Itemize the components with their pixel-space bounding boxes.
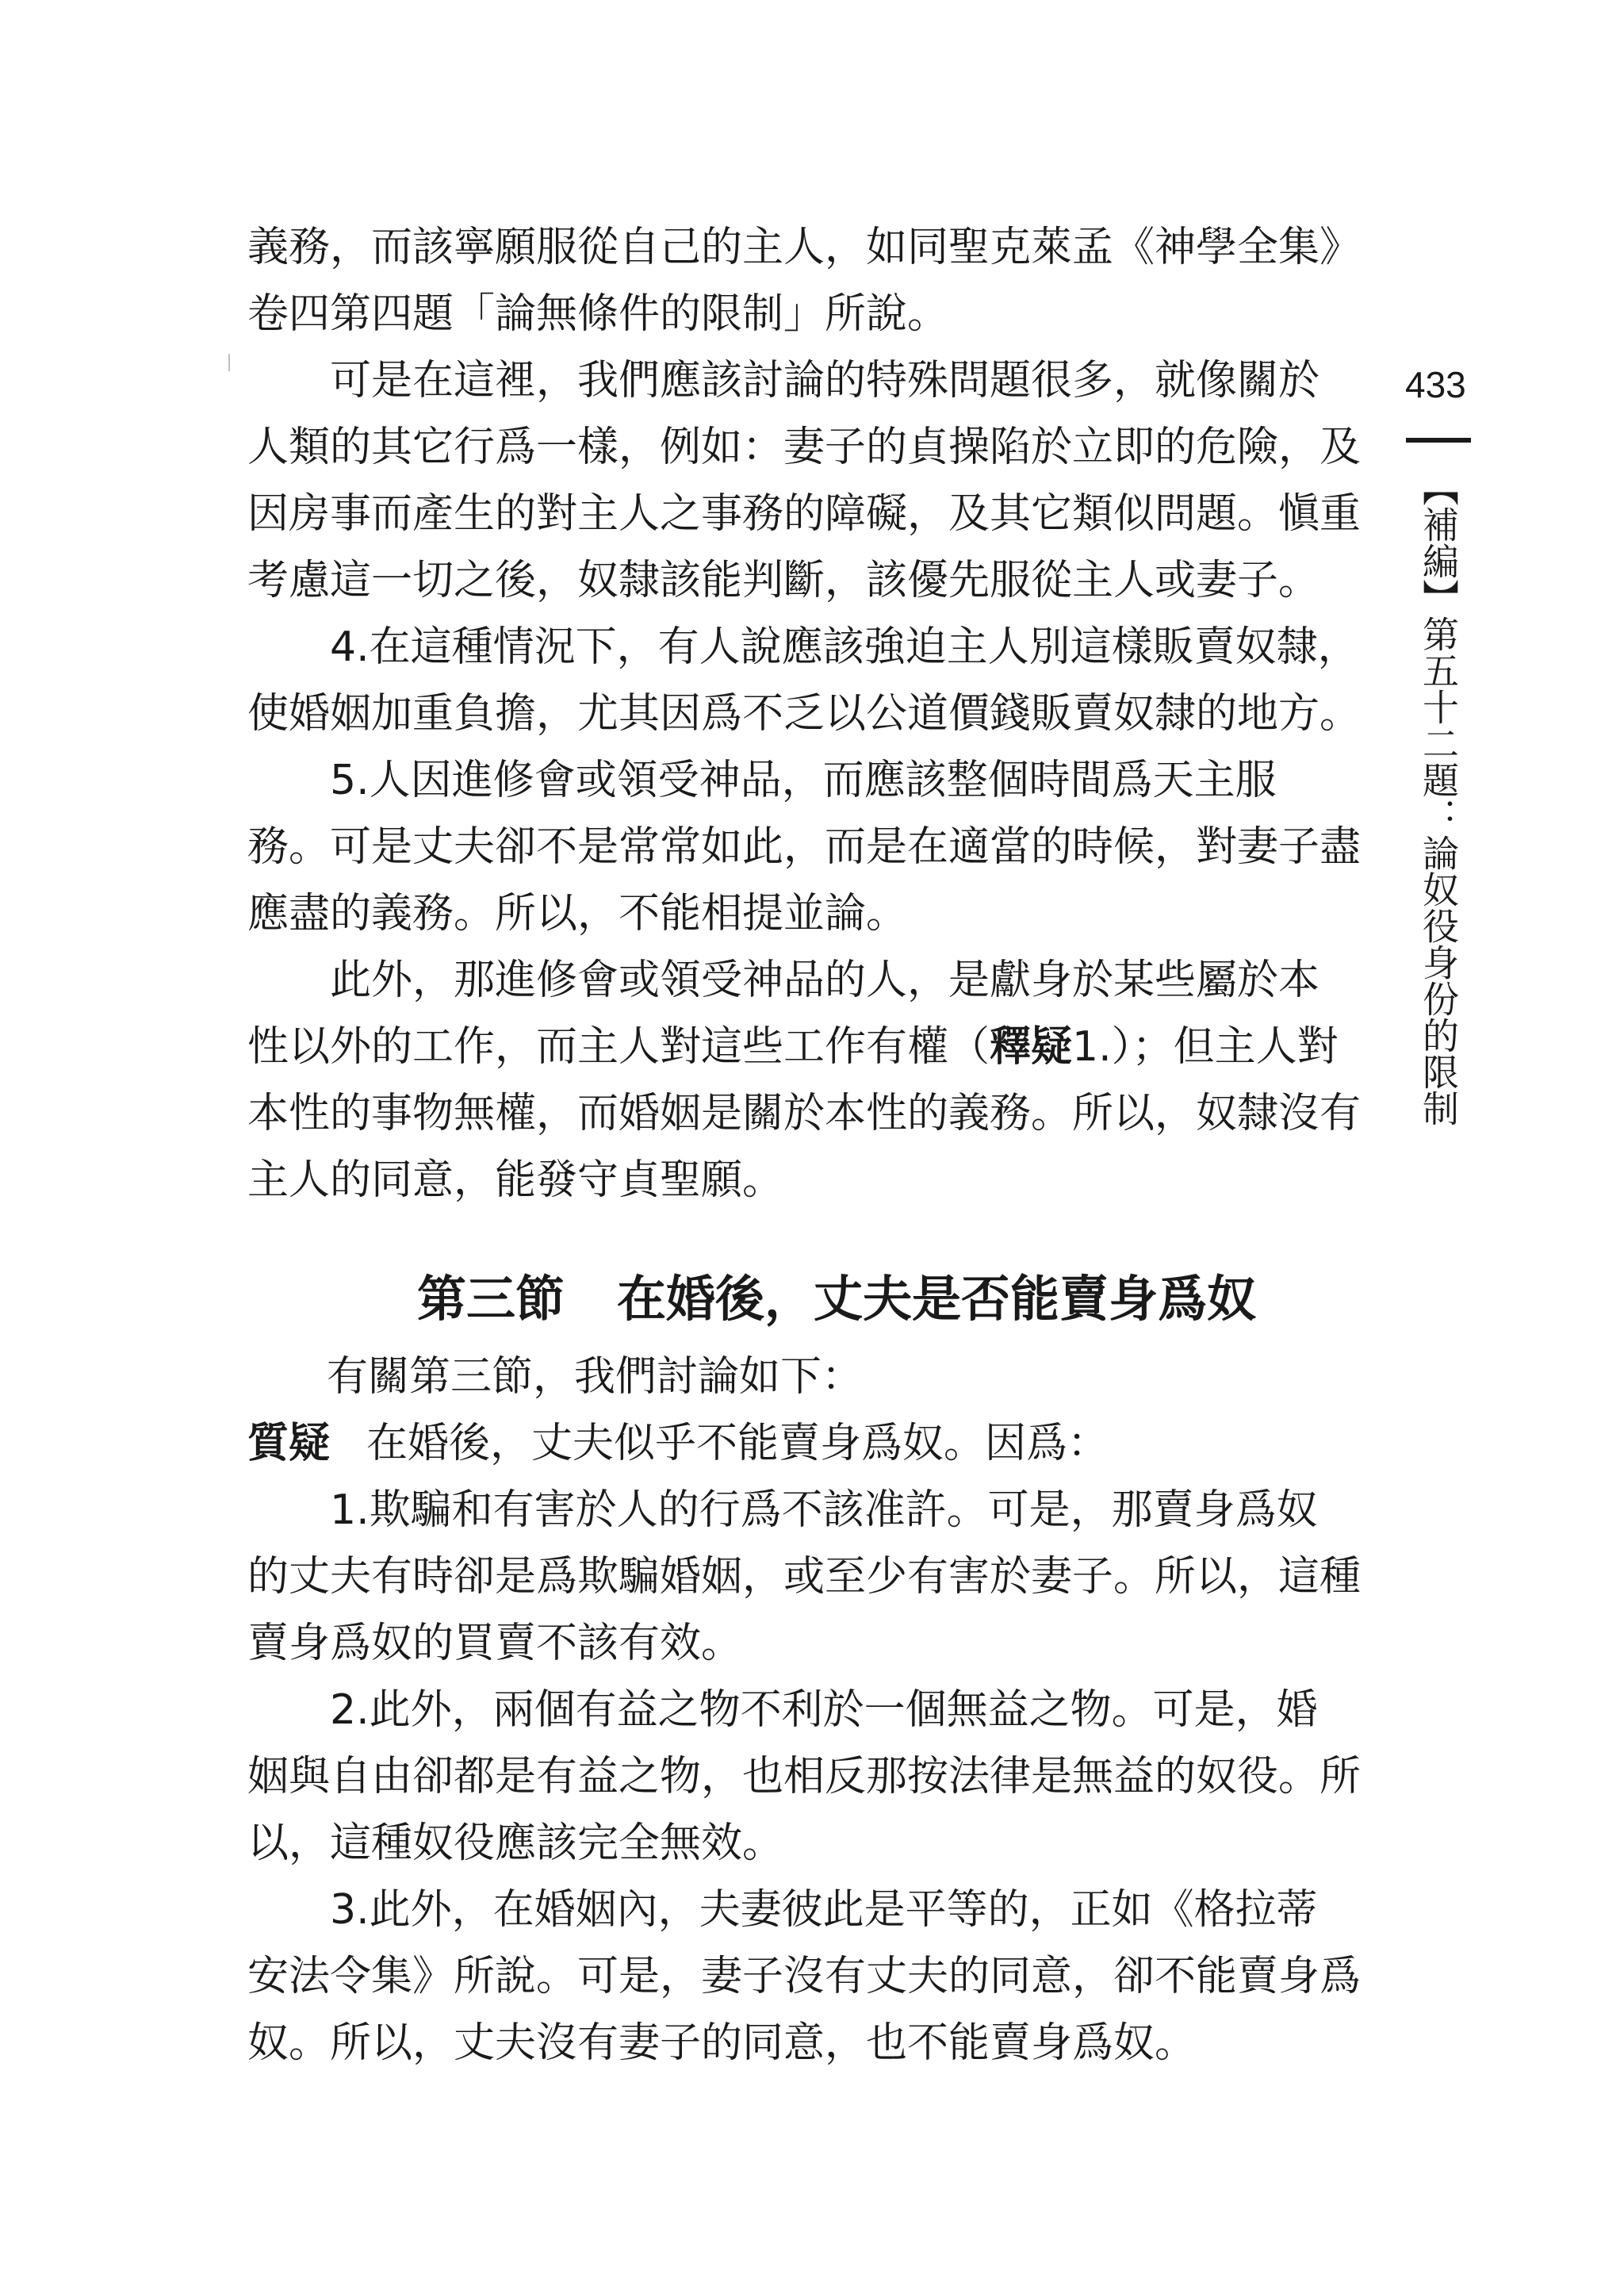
objection-1 <box>247 1477 1369 1677</box>
reply-reference: 釋疑 <box>990 1023 1073 1071</box>
text-line: 此外，那進修會或領受神品的人，是獻身於某些屬於本 <box>330 957 1320 1004</box>
text-line: 安法令集》所說。可是，妻子沒有丈夫的同意，卻不能賣身爲 <box>247 1953 1362 2000</box>
section-label: 第三節 <box>417 1270 565 1328</box>
paragraph <box>247 347 1369 614</box>
text-line: 務。可是丈夫卻不是常常如此，而是在適當的時候，對妻子盡 <box>247 823 1362 871</box>
text-line: 義務，而該寧願服從自己的主人，如同聖克萊孟《神學全集》 <box>247 224 1362 271</box>
page-number-rule <box>1406 438 1471 443</box>
text-line <box>247 1014 1369 1080</box>
text-line: 人類的其它行爲一樣，例如：妻子的貞操陷於立即的危險，及 <box>247 424 1362 471</box>
paragraph <box>247 947 1369 1214</box>
text-span: 性以外的工作，而主人對這些工作有權（ <box>247 1023 990 1071</box>
text-line: 1.欺騙和有害於人的行爲不該准許。可是，那賣身爲奴 <box>330 1486 1318 1534</box>
query-line <box>247 1410 1369 1477</box>
objection-2 <box>247 1677 1369 1877</box>
text-line: 5.人因進修會或領受神品，而應該整個時間爲天主服 <box>330 757 1277 804</box>
text-span: 1.）；但主人對 <box>1072 1023 1339 1071</box>
text-line: 以，這種奴役應該完全無效。 <box>247 1819 784 1867</box>
text-line: 賣身爲奴的買賣不該有效。 <box>247 1620 743 1667</box>
margin-tick <box>228 354 230 371</box>
text-line: 的丈夫有時卻是爲欺騙婚姻，或至少有害於妻子。所以，這種 <box>247 1553 1362 1601</box>
section-heading <box>247 1261 1369 1337</box>
query-text: 在婚後，丈夫似乎不能賣身爲奴。因爲： <box>366 1420 1109 1467</box>
query-label: 質疑 <box>247 1420 331 1467</box>
text-line: 可是在這裡，我們應該討論的特殊問題很多，就像關於 <box>330 357 1320 405</box>
page-text <box>247 214 1369 2076</box>
objection-3 <box>247 1877 1369 2076</box>
text-line: 3.此外，在婚姻內，夫妻彼此是平等的，正如《格拉蒂 <box>330 1886 1318 1934</box>
text-line: 4.在這種情況下，有人說應該強迫主人別這樣販賣奴隸， <box>330 623 1359 671</box>
section-intro: 有關第三節，我們討論如下： <box>327 1353 864 1401</box>
paragraph-continuation <box>247 214 1369 347</box>
text-line: 姻與自由卻都是有益之物，也相反那按法律是無益的奴役。所 <box>247 1753 1362 1800</box>
text-line: 2.此外，兩個有益之物不利於一個無益之物。可是，婚 <box>330 1686 1318 1734</box>
text-line: 卷四第四題「論無條件的限制」所說。 <box>247 290 949 338</box>
section-title: 在婚後，丈夫是否能賣身爲奴 <box>617 1270 1257 1328</box>
text-line: 應盡的義務。所以，不能相提並論。 <box>247 890 908 938</box>
text-line: 因房事而產生的對主人之事務的障礙，及其它類似問題。愼重 <box>247 490 1362 538</box>
text-line: 使婚姻加重負擔，尤其因爲不乏以公道價錢販賣奴隸的地方。 <box>247 690 1362 738</box>
text-line: 奴。所以，丈夫沒有妻子的同意，也不能賣身爲奴。 <box>247 2019 1197 2067</box>
text-line: 考慮這一切之後，奴隸該能判斷，該優先服從主人或妻子。 <box>247 557 1320 604</box>
running-header: 【補編】第五十二題：論奴役身份的限制 <box>1417 470 1460 1126</box>
text-line: 主人的同意，能發守貞聖願。 <box>247 1156 784 1204</box>
paragraph-point-4 <box>247 614 1369 747</box>
paragraph-point-5 <box>247 747 1369 947</box>
page-number: 433 <box>1405 364 1466 405</box>
text-line: 本性的事物無權，而婚姻是關於本性的義務。所以，奴隸沒有 <box>247 1090 1362 1137</box>
